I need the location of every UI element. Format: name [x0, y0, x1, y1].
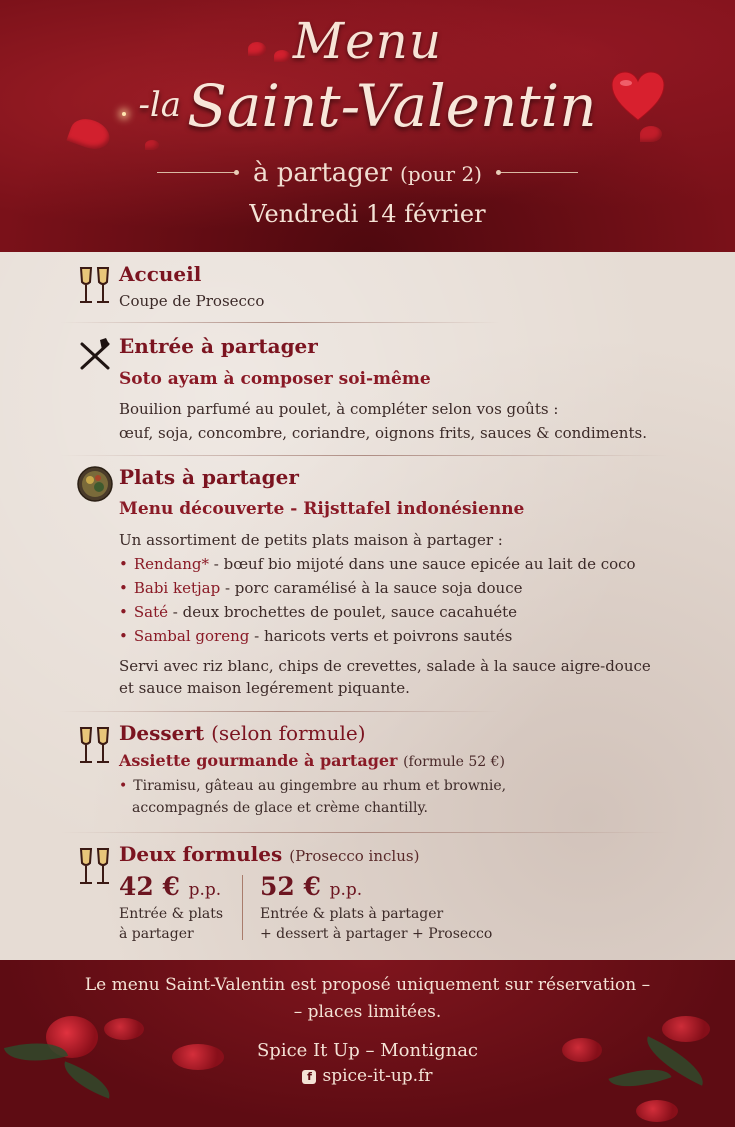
formules-title: Deux formules (Prosecco inclus) [119, 842, 420, 866]
rose-decoration [636, 1100, 678, 1122]
formula-42-price: 42 € p.p. [119, 872, 222, 901]
entree-title: Entrée à partager [119, 334, 318, 358]
list-item: • Babi ketjap - porc caramélisé à la sauce soja douce [119, 579, 523, 597]
entree-desc-line1: Bouilion parfumé au poulet, à compléter selon vos goûts : [119, 400, 559, 418]
saint-valentin-heading [0, 72, 735, 140]
a-partager-text: à partager [253, 158, 392, 188]
accueil-title: Accueil [119, 262, 202, 286]
divider-line [157, 172, 237, 173]
dessert-title: Dessert (selon formule) [119, 721, 366, 745]
spice-bowl-icon [76, 463, 114, 507]
formula-52-price: 52 € p.p. [260, 872, 363, 901]
reservation-notice-line2: – places limitées. [293, 1002, 442, 1022]
event-date: Vendredi 14 février [249, 200, 486, 228]
dessert-desc-line2: accompagnés de glace et crème chantilly. [132, 800, 428, 816]
rose-petal-decoration [145, 140, 159, 150]
plats-dish: Menu découverte - Rijsttafel indonésienne [119, 499, 525, 519]
plats-served-line2: et sauce maison legérement piquante. [119, 679, 410, 697]
champagne-glasses-icon [76, 264, 114, 308]
formula-52-line1: Entrée & plats à partager [260, 906, 444, 922]
formules-note: (Prosecco inclus) [289, 847, 420, 865]
plats-served-line1: Servi avec riz blanc, chips de crevettes, salade à la sauce aigre-douce [119, 657, 651, 675]
formula-separator [242, 875, 243, 940]
website-link[interactable]: spice-it-up.fr [322, 1066, 433, 1086]
plats-title: Plats à partager [119, 465, 299, 489]
pour-deux-text: (pour 2) [400, 162, 482, 186]
header-banner [0, 0, 735, 252]
list-item: • Saté - deux brochettes de poulet, sauce cacahuéte [119, 603, 517, 621]
list-item: • Rendang* - bœuf bio mijoté dans une sauce epicée au lait de coco [119, 555, 636, 573]
champagne-glasses-icon [76, 845, 114, 889]
formula-42-line1: Entrée & plats [119, 906, 224, 922]
section-divider [60, 711, 500, 712]
formula-42-line2: à partager [119, 926, 194, 942]
website-line [0, 1066, 735, 1086]
restaurant-brand: Spice It Up – Montignac [256, 1040, 479, 1061]
plats-intro: Un assortiment de petits plats maison à partager : [119, 531, 503, 549]
facebook-icon: f [302, 1070, 316, 1084]
fork-knife-icon [76, 334, 114, 378]
share-subtitle [0, 158, 735, 188]
champagne-glasses-icon [76, 724, 114, 768]
reservation-notice-line1: Le menu Saint-Valentin est proposé uniquement sur réservation – [84, 975, 651, 995]
entree-dish: Soto ayam à composer soi-même [119, 369, 431, 389]
section-divider [60, 455, 670, 456]
entree-desc-line2: œuf, soja, concombre, coriandre, oignons frits, sauces & condiments. [119, 424, 647, 442]
la-prefix: -la [138, 85, 182, 125]
divider-line [498, 172, 578, 173]
footer [0, 960, 735, 1127]
section-divider [60, 322, 500, 323]
dessert-desc-line1: • Tiramisu, gâteau au gingembre au rhum et brownie, [119, 778, 506, 794]
list-item: • Sambal goreng - haricots verts et poivrons sautés [119, 627, 512, 645]
menu-heading: Menu [292, 12, 443, 70]
formula-52-line2: + dessert à partager + Prosecco [260, 926, 493, 942]
dessert-note: (selon formule) [211, 721, 366, 745]
dessert-dish: Assiette gourmande à partager (formule 52 €) [119, 751, 505, 770]
accueil-item: Coupe de Prosecco [119, 292, 265, 310]
dessert-formula-note: (formule 52 €) [403, 754, 505, 770]
saint-valentin-title: Saint-Valentin [187, 72, 597, 140]
section-divider [60, 832, 670, 833]
